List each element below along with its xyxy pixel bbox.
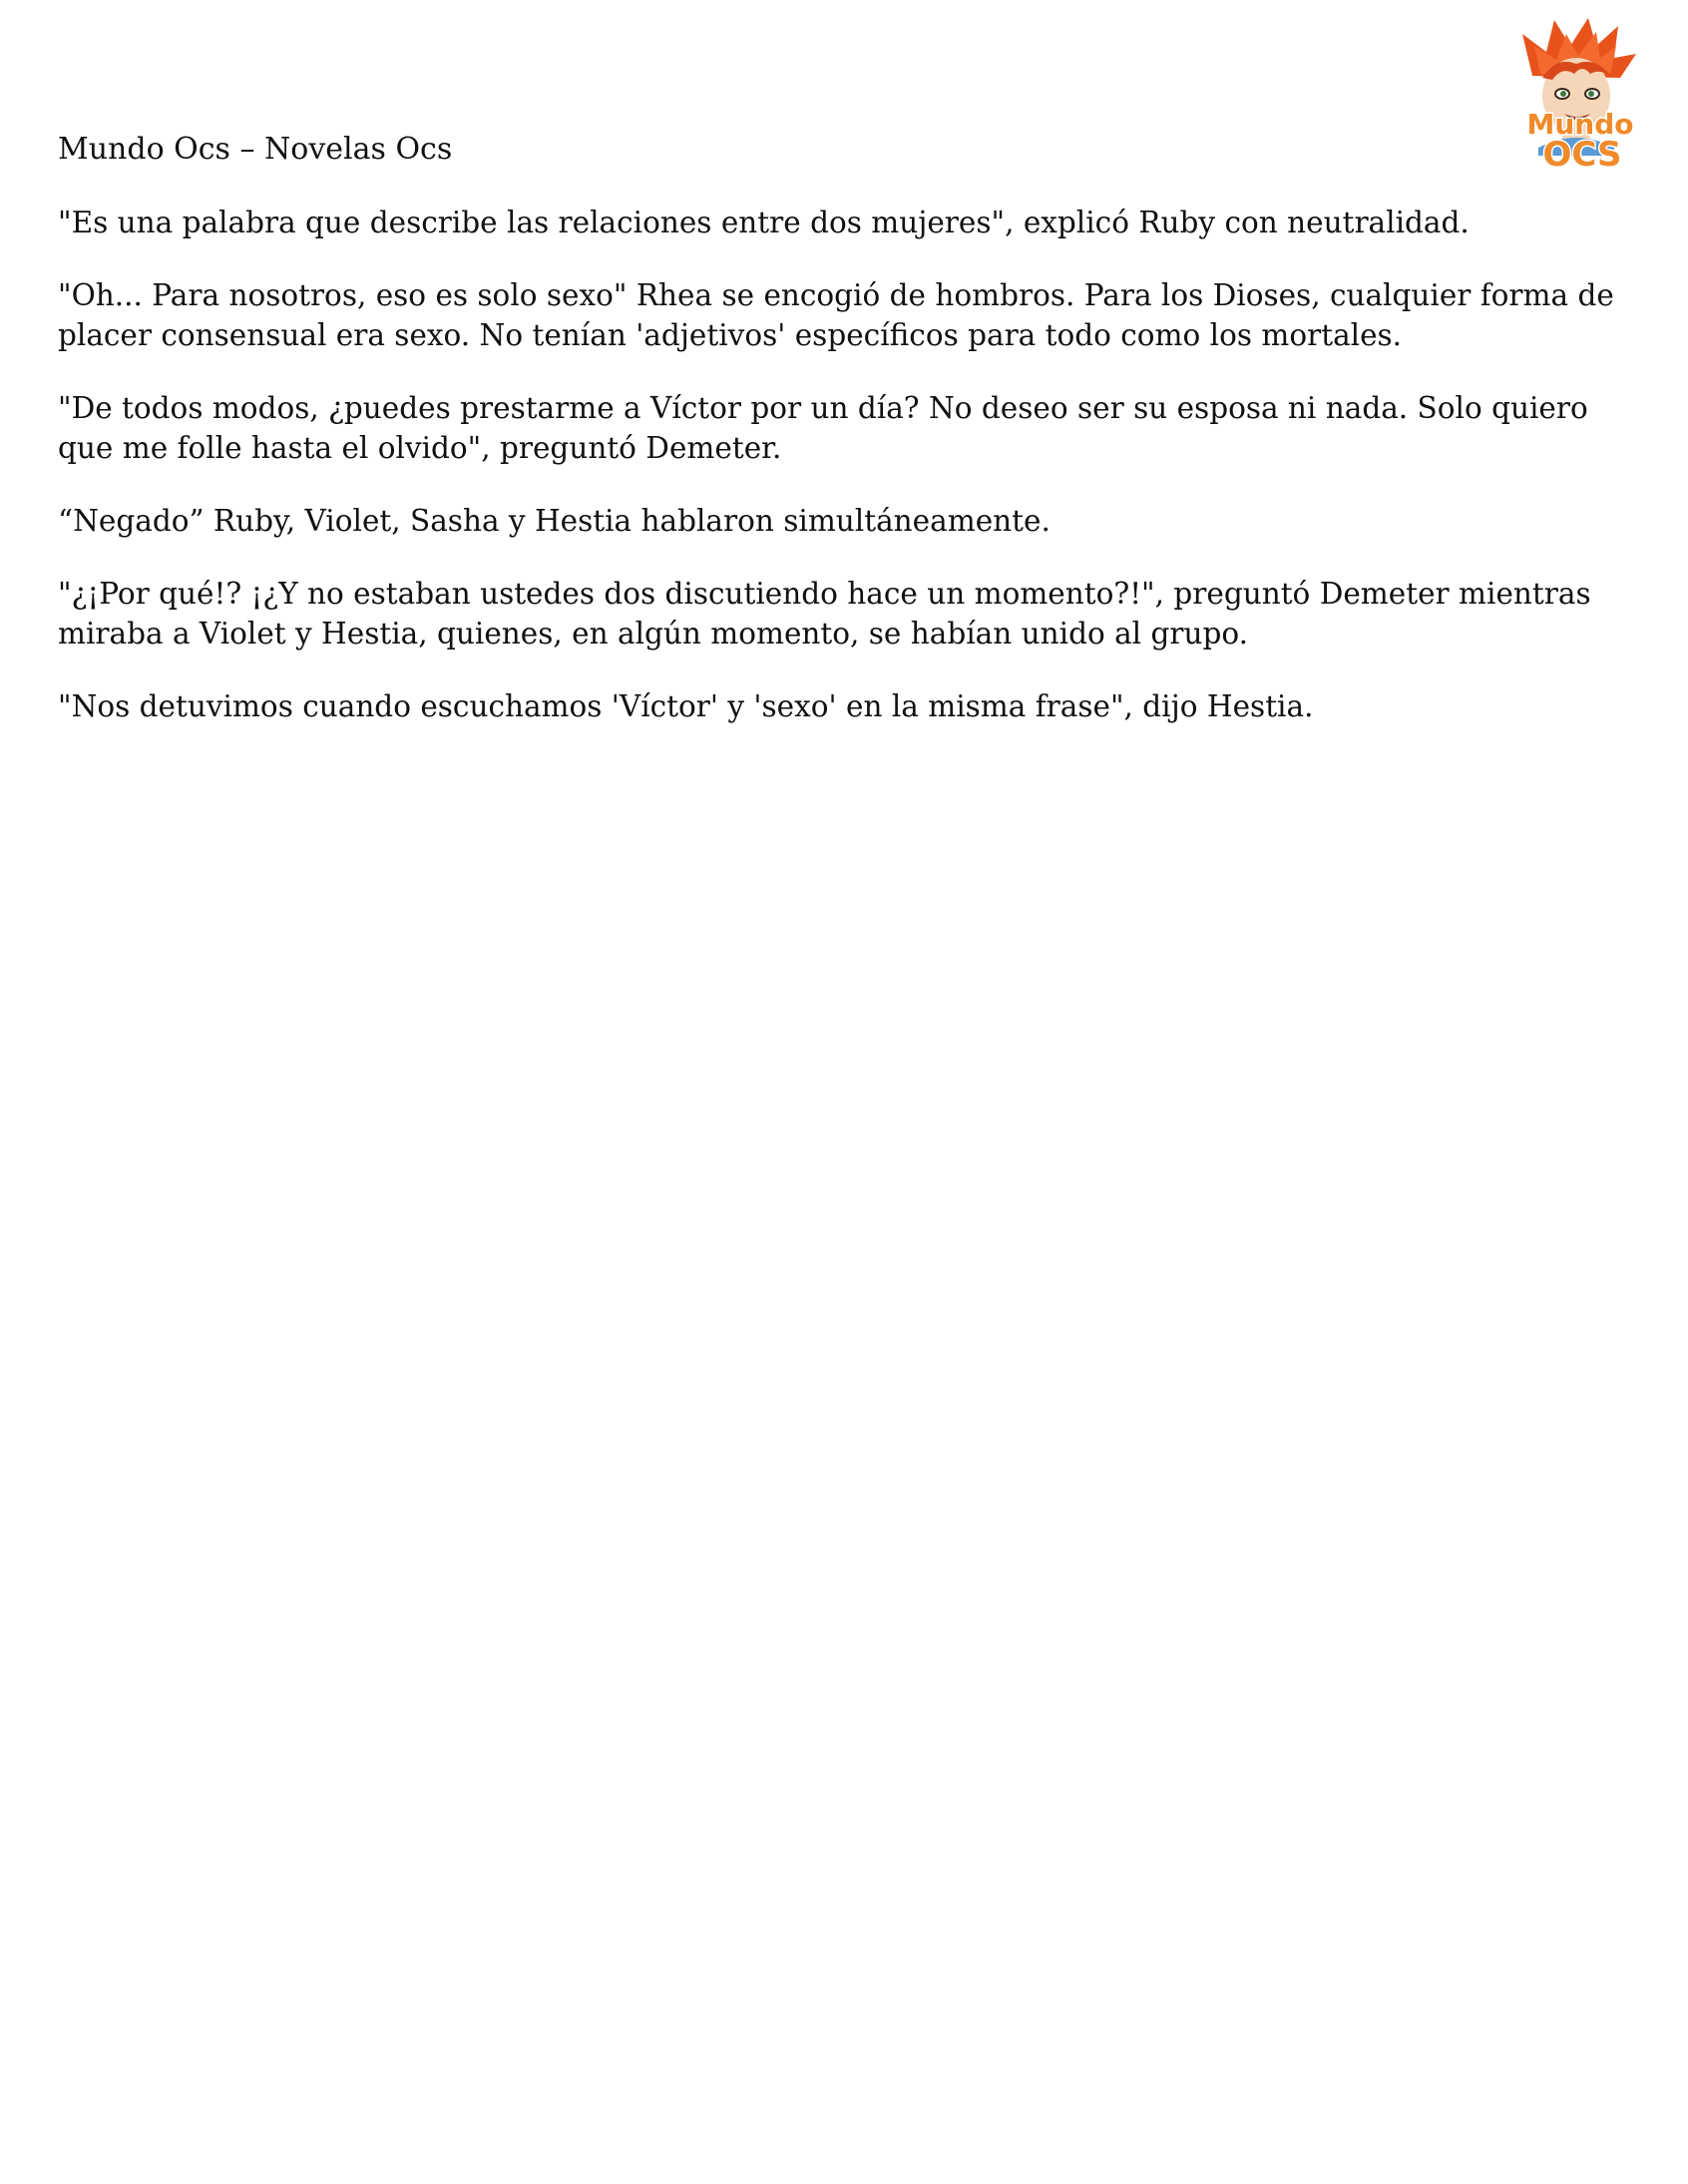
paragraph: "Oh... Para nosotros, eso es solo sexo" Rhea se encogió de hombros. Para los Dioses, cualquier forma de placer consensual era sexo. No tenían 'adjetivos' específicos para todo como los mortales. [58, 278, 1614, 352]
paragraph: "Nos detuvimos cuando escuchamos 'Víctor' y 'sexo' en la misma frase", dijo Hestia. [58, 689, 1314, 723]
paragraph: “Negado” Ruby, Violet, Sasha y Hestia hablaron simultáneamente. [58, 504, 1051, 538]
svg-text:Mundo: Mundo [1526, 108, 1634, 141]
paragraph: "Es una palabra que describe las relaciones entre dos mujeres", explicó Ruby con neutralidad. [58, 206, 1470, 239]
page-header: Mundo Ocs – Novelas Ocs [58, 132, 453, 167]
mundo-ocs-logo-icon [1504, 16, 1656, 172]
document-body [58, 203, 1634, 759]
paragraph: "De todos modos, ¿puedes prestarme a Víctor por un día? No deseo ser su esposa ni nada. Solo quiero que me folle hasta el olvido", preguntó Demeter. [58, 391, 1588, 465]
svg-text:OCS: OCS [1542, 135, 1622, 172]
paragraph: "¿¡Por qué!? ¡¿Y no estaban ustedes dos discutiendo hace un momento?!", preguntó Demeter mientras miraba a Violet y Hestia, quienes, en algún momento, se habían unido al grupo. [58, 577, 1591, 651]
